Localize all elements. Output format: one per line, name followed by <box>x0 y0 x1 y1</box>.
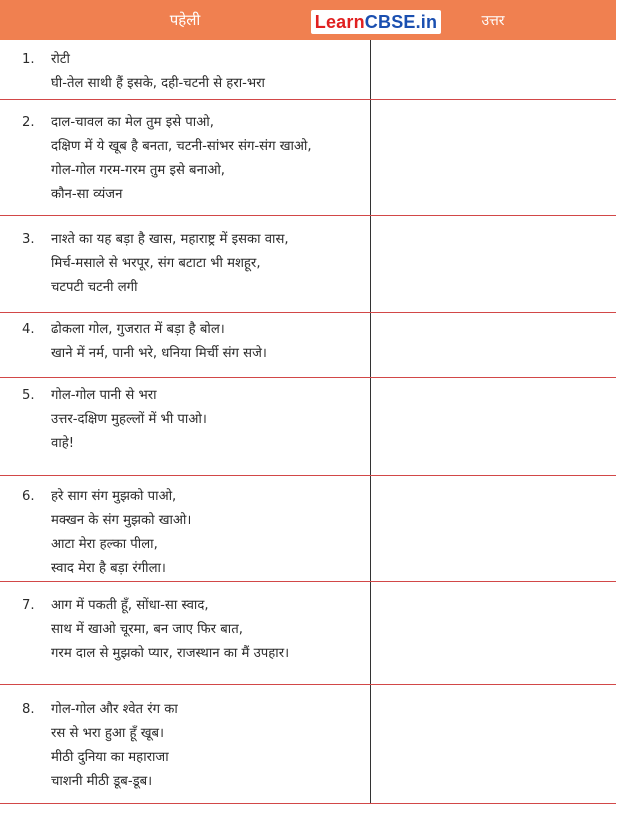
column-header-riddle: पहेली <box>169 11 201 29</box>
riddle-line: चाशनी मीठी डूब-डूब। <box>51 774 153 789</box>
riddle-number: 5. <box>22 388 35 403</box>
riddle-number: 1. <box>22 52 35 67</box>
riddle-8 <box>22 698 178 794</box>
logo-text-learn: Learn <box>314 11 365 32</box>
riddle-line: मक्खन के संग मुझको खाओ। <box>51 513 192 528</box>
riddle-line: गोल-गोल गरम-गरम तुम इसे बनाओ, <box>51 163 225 178</box>
riddle-line: आग में पकती हूँ, सोंधा-सा स्वाद, <box>51 598 209 613</box>
logo-text-cbse: CBSE.in <box>364 11 438 32</box>
riddle-line: मिर्च-मसाले से भरपूर, संग बटाटा भी मशहूर, <box>51 256 261 271</box>
riddle-number: 3. <box>22 232 35 247</box>
riddle-line: कौन-सा व्यंजन <box>51 187 123 202</box>
riddle-5 <box>22 384 207 456</box>
riddle-line: रस से भरा हुआ हूँ खूब। <box>51 726 165 741</box>
riddle-6 <box>22 485 191 581</box>
riddle-line: दाल-चावल का मेल तुम इसे पाओ, <box>51 115 214 130</box>
riddle-number: 8. <box>22 702 35 717</box>
riddle-4 <box>22 318 267 366</box>
riddle-line: वाहे! <box>51 436 75 451</box>
riddle-number: 2. <box>22 115 35 130</box>
riddle-line: साथ में खाओ चूरमा, बन जाए फिर बात, <box>51 622 243 637</box>
riddle-1 <box>22 48 265 96</box>
riddle-3 <box>22 228 289 300</box>
riddle-line: आटा मेरा हल्का पीला, <box>51 537 158 552</box>
riddle-line: उत्तर-दक्षिण मुहल्लों में भी पाओ। <box>51 412 207 427</box>
riddle-line: स्वाद मेरा है बड़ा रंगीला। <box>51 561 166 576</box>
riddle-line: हरे साग संग मुझको पाओ, <box>51 489 177 504</box>
column-header-answer: उत्तर <box>481 12 505 29</box>
riddle-line: रोटी <box>51 52 70 67</box>
riddle-line: ढोकला गोल, गुजरात में बड़ा है बोल। <box>51 322 225 337</box>
riddle-number: 7. <box>22 598 35 613</box>
riddle-number: 4. <box>22 322 35 337</box>
learncbse-logo <box>311 10 441 34</box>
riddle-line: नाश्ते का यह बड़ा है खास, महाराष्ट्र में इसका वास, <box>51 232 289 247</box>
riddle-line: गरम दाल से मुझको प्यार, राजस्थान का मैं उपहार। <box>51 646 290 661</box>
riddle-number: 6. <box>22 489 35 504</box>
riddle-line: गोल-गोल पानी से भरा <box>51 388 157 403</box>
riddle-line: गोल-गोल और श्वेत रंग का <box>51 702 178 717</box>
table-header <box>0 0 616 40</box>
riddle-line: घी-तेल साथी हैं इसके, दही-चटनी से हरा-भरा <box>51 76 265 91</box>
table-bottom-border <box>0 803 616 804</box>
riddle-line: दक्षिण में ये खूब है बनता, चटनी-सांभर संग-संग खाओ, <box>51 139 312 154</box>
riddle-line: चटपटी चटनी लगी <box>51 280 138 295</box>
riddle-2 <box>22 111 312 207</box>
riddle-line: खाने में नर्म, पानी भरे, धनिया मिर्ची संग सजे। <box>51 346 267 361</box>
riddle-line: मीठी दुनिया का महाराजा <box>51 750 169 765</box>
riddle-7 <box>22 594 289 666</box>
